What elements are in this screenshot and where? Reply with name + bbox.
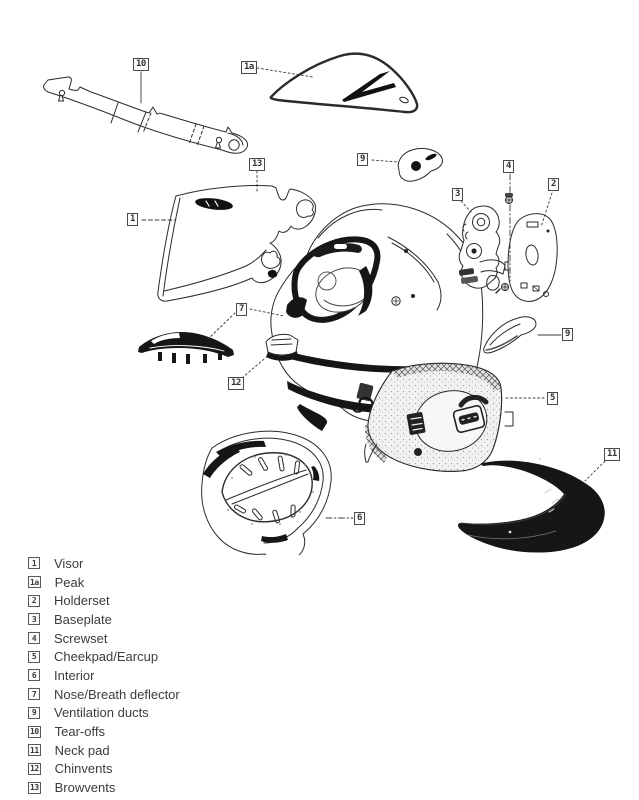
- legend-item-baseplate: [28, 610, 180, 629]
- legend-key: 11: [30, 745, 39, 755]
- legend-label: Baseplate: [54, 611, 112, 627]
- legend-item-screwset: [28, 629, 180, 648]
- callout-4: 4: [503, 160, 514, 173]
- legend-label: Peak: [54, 574, 85, 590]
- legend-item-chinvents: [28, 760, 180, 779]
- legend-key: 2: [28, 595, 40, 607]
- callout-11: 11: [604, 448, 620, 461]
- vent-duct-top: [398, 148, 442, 181]
- callout-7: 7: [236, 303, 247, 316]
- legend-key: 9: [28, 707, 40, 719]
- legend-label: Neck pad: [54, 742, 110, 758]
- legend-item-neck-pad: [28, 741, 180, 760]
- legend-key: 4: [28, 632, 40, 644]
- legend-label: Ventilation ducts: [54, 705, 149, 721]
- legend-item-visor: [28, 554, 180, 573]
- callout-9-top: 9: [357, 153, 368, 166]
- chinvent: [266, 334, 298, 360]
- callout-12: 12: [228, 377, 244, 390]
- legend-label: Interior: [54, 667, 95, 683]
- callout-13: 13: [249, 158, 265, 171]
- legend-item-peak: [28, 573, 180, 592]
- peak: [271, 54, 417, 113]
- legend-key: 12: [30, 764, 39, 774]
- legend-key: 7: [28, 688, 40, 700]
- parts-legend: [28, 554, 180, 797]
- legend-key: 1a: [30, 577, 39, 587]
- interior-liner: [202, 431, 332, 555]
- legend-key: 10: [30, 727, 39, 737]
- legend-item-tear-offs: [28, 722, 180, 741]
- callout-5: 5: [547, 392, 558, 405]
- legend-label: Screwset: [54, 630, 108, 646]
- legend-item-holderset: [28, 591, 180, 610]
- legend-item-nose-deflector: [28, 685, 180, 704]
- legend-label: Nose/Breath deflector: [54, 686, 180, 702]
- legend-key: 1: [28, 557, 40, 569]
- tear-off-strip: [44, 77, 248, 153]
- callout-10: 10: [133, 58, 149, 71]
- baseplate: [459, 206, 505, 290]
- legend-key: 13: [30, 783, 39, 793]
- legend-label: Cheekpad/Earcup: [54, 649, 159, 665]
- callout-1a: 1a: [241, 61, 257, 74]
- neck-pad: [458, 458, 605, 553]
- callout-6: 6: [354, 512, 365, 525]
- cheekpad-earcup: [365, 363, 514, 471]
- legend-key: 3: [28, 613, 40, 625]
- nose-breath-deflector: [138, 332, 234, 364]
- legend-key: 6: [28, 669, 40, 681]
- legend-key: 5: [28, 651, 40, 663]
- callout-1: 1: [127, 213, 138, 226]
- legend-label: Holderset: [54, 593, 110, 609]
- callout-9-side: 9: [562, 328, 573, 341]
- legend-item-ventilation-ducts: [28, 704, 180, 723]
- callout-3: 3: [452, 188, 463, 201]
- holderset: [505, 214, 557, 302]
- legend-item-interior: [28, 666, 180, 685]
- legend-label: Chinvents: [54, 761, 113, 777]
- legend-label: Visor: [54, 555, 84, 571]
- callout-2: 2: [548, 178, 559, 191]
- legend-label: Browvents: [54, 780, 116, 796]
- legend-item-cheekpad: [28, 647, 180, 666]
- vent-duct-side: [484, 317, 536, 353]
- legend-label: Tear-offs: [54, 724, 105, 740]
- legend-item-browvents: [28, 778, 180, 797]
